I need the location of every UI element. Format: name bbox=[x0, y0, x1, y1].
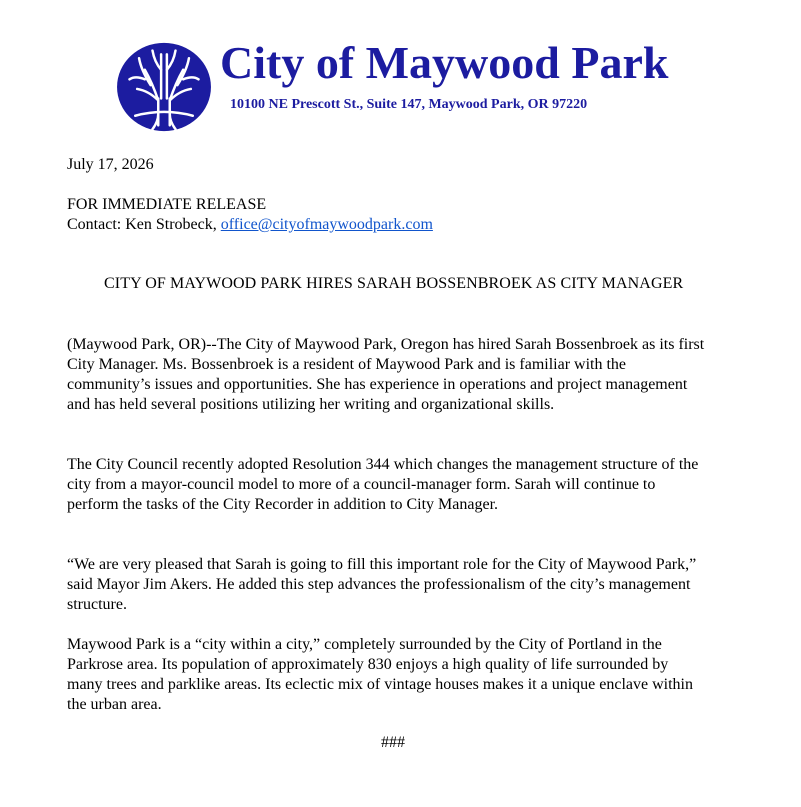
end-mark: ### bbox=[381, 734, 405, 751]
body-paragraph-3: “We are very pleased that Sarah is going to fill this important role for the City of Maywood Park,” said Mayor Jim Akers. He added this step advances the professionalism of the city’s management structure. bbox=[67, 556, 697, 613]
body-paragraph-2: The City Council recently adopted Resolution 344 which changes the management structure of the city from a mayor-council model to more of a council-manager form. Sarah will continue to perform the tasks of the City Recorder in addition to City Manager. bbox=[67, 456, 699, 513]
contact-line bbox=[67, 215, 433, 235]
headline: CITY OF MAYWOOD PARK HIRES SARAH BOSSENBROEK AS CITY MANAGER bbox=[104, 275, 684, 292]
tree-seal-icon bbox=[116, 41, 212, 133]
contact-prefix: Contact: Ken Strobeck, bbox=[67, 216, 221, 233]
contact-email-link[interactable]: office@cityofmaywoodpark.com bbox=[220, 216, 433, 233]
body-paragraph-1: (Maywood Park, OR)--The City of Maywood Park, Oregon has hired Sarah Bossenbroek as its first City Manager. Ms. Bossenbroek is a resident of Maywood Park and is familiar with the community’s issues and opportunities. She has experience in operations and project management and has held several positions utilizing her writing and organizational skills. bbox=[67, 336, 705, 413]
body-paragraph-4: Maywood Park is a “city within a city,” completely surrounded by the City of Portland in the Parkrose area. Its population of approximately 830 enjoys a high quality of life surrounded by many trees and parklike areas. Its eclectic mix of vintage houses makes it a unique enclave within the urban area. bbox=[67, 636, 693, 713]
org-address: 10100 NE Prescott St., Suite 147, Maywood Park, OR 97220 bbox=[230, 97, 588, 112]
org-name: City of Maywood Park bbox=[220, 37, 669, 88]
release-label: FOR IMMEDIATE RELEASE bbox=[67, 196, 267, 213]
release-date: July 17, 2026 bbox=[67, 156, 154, 173]
